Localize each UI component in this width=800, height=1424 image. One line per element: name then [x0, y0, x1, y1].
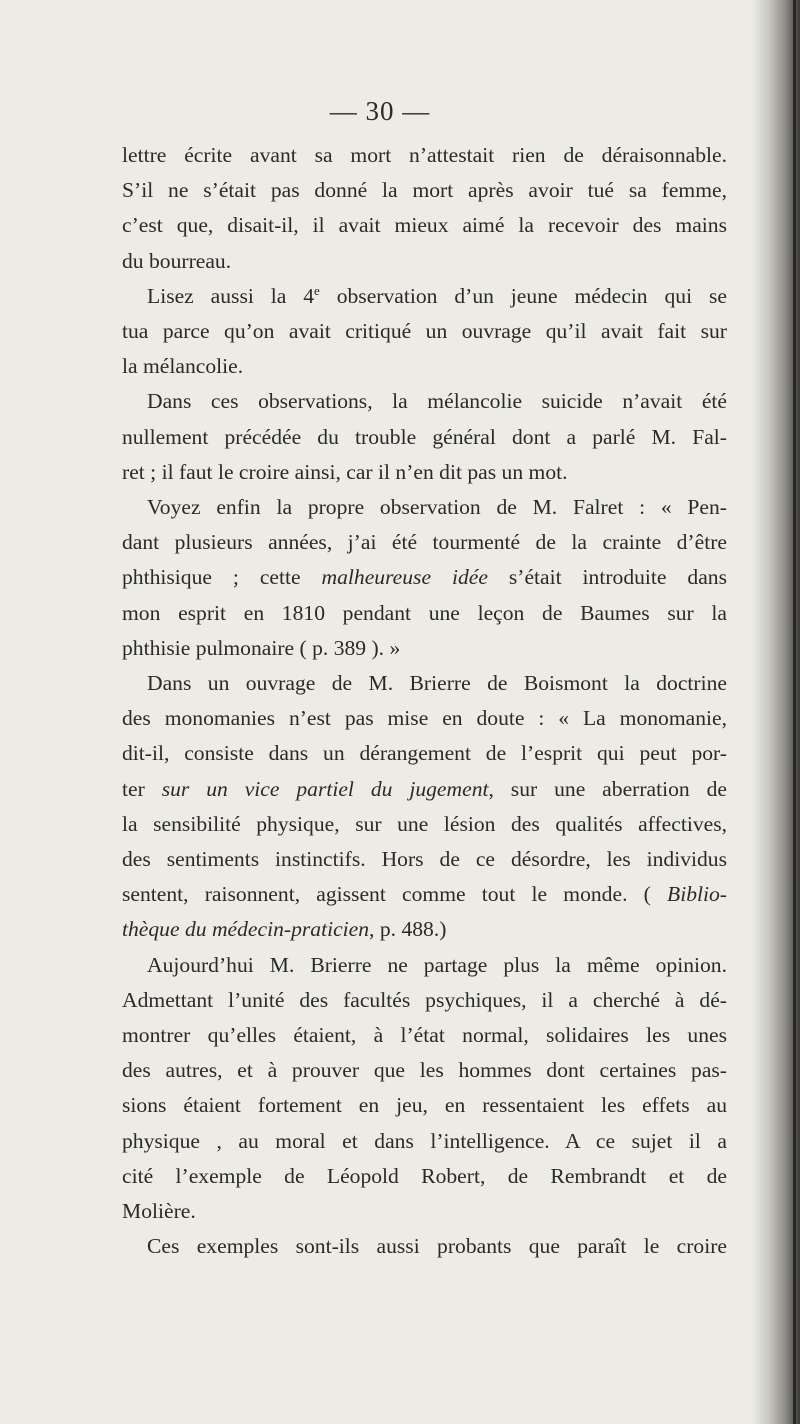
- text-line: lettre écrite avant sa mort n’attestait rien de déraisonnable.: [122, 143, 727, 167]
- text-line: sions étaient fortement en jeu, en ressentaient les effets au: [122, 1093, 727, 1118]
- text-line: phthisique ; cette malheureuse idée s’était introduite dans: [122, 565, 728, 590]
- text-line: dit-il, consiste dans un dérangement de l’esprit qui peut por-: [122, 741, 727, 766]
- text-line: Voyez enfin la propre observation de M. Falret : « Pen-: [147, 495, 727, 520]
- text-line: ret ; il faut le croire ainsi, car il n’en dit pas un mot.: [122, 459, 568, 484]
- page-number: — 30 —: [329, 96, 431, 126]
- text-line: Dans un ouvrage de M. Brierre de Boismont la doctrine: [147, 671, 727, 696]
- text-line: Molière.: [122, 1199, 196, 1224]
- text-line: Aujourd’hui M. Brierre ne partage plus la même opinion.: [147, 952, 727, 977]
- text-line: dant plusieurs années, j’ai été tourmenté de la crainte d’être: [122, 530, 727, 555]
- text-line: thèque du médecin-praticien, p. 488.): [122, 917, 447, 942]
- body-text: [122, 138, 727, 1265]
- text-line: des autres, et à prouver que les hommes dont certaines pas-: [122, 1058, 727, 1083]
- text-line: phthisie pulmonaire ( p. 389 ). »: [122, 635, 401, 660]
- page-binding-edge: [793, 0, 796, 1424]
- text-line: du bourreau.: [122, 248, 232, 273]
- text-line: montrer qu’elles étaient, à l’état normal, solidaires les unes: [122, 1023, 727, 1048]
- text-line: Lisez aussi la 4e observation d’un jeune médecin qui se: [147, 282, 727, 308]
- text-line: des sentiments instinctifs. Hors de ce désordre, les individus: [122, 847, 727, 872]
- text-line: physique , au moral et dans l’intelligence. A ce sujet il a: [122, 1128, 727, 1153]
- text-line: sentent, raisonnent, agissent comme tout le monde. ( Biblio-: [122, 882, 727, 907]
- text-line: la mélancolie.: [122, 354, 244, 379]
- text-line: la sensibilité physique, sur une lésion des qualités affectives,: [122, 811, 727, 836]
- text-line: S’il ne s’était pas donné la mort après avoir tué sa femme,: [122, 178, 727, 203]
- text-line: cité l’exemple de Léopold Robert, de Rembrandt et de: [122, 1163, 727, 1188]
- text-line: mon esprit en 1810 pendant une leçon de Baumes sur la: [122, 600, 727, 625]
- text-line: tua parce qu’on avait critiqué un ouvrage qu’il avait fait sur: [122, 319, 727, 344]
- text-line: des monomanies n’est pas mise en doute : « La monomanie,: [122, 706, 727, 731]
- text-line: Admettant l’unité des facultés psychiques, il a cherché à dé-: [122, 987, 727, 1012]
- text-line: nullement précédée du trouble général dont a parlé M. Fal-: [122, 424, 727, 449]
- text-line: c’est que, disait-il, il avait mieux aimé la recevoir des mains: [122, 213, 727, 238]
- text-line: Dans ces observations, la mélancolie suicide n’avait été: [147, 389, 727, 414]
- text-line: ter sur un vice partiel du jugement, sur une aberration de: [122, 776, 727, 801]
- text-line: Ces exemples sont-ils aussi probants que paraît le croire: [147, 1234, 727, 1259]
